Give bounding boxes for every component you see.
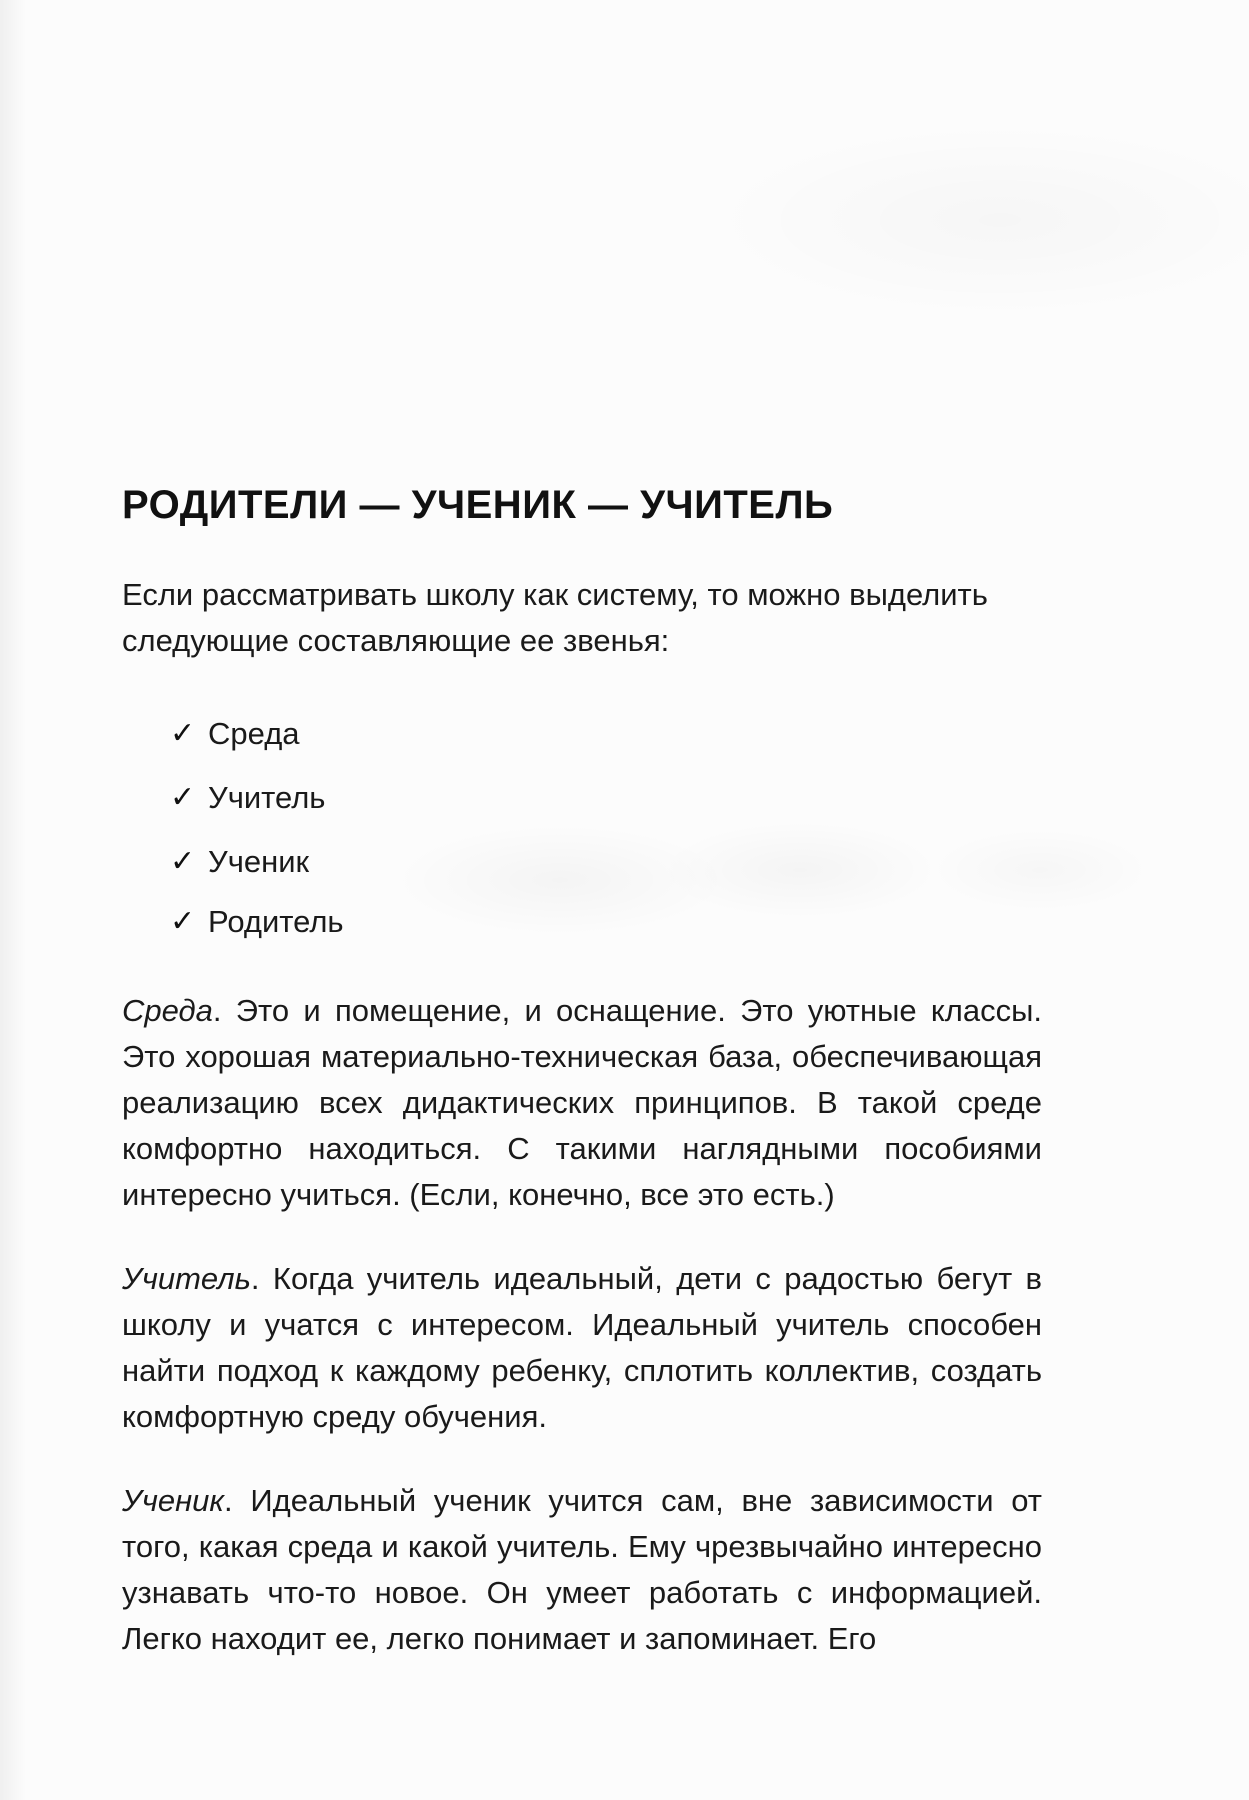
checklist-item-uchitel — [170, 766, 1042, 830]
section-heading: РОДИТЕЛИ — УЧЕНИК — УЧИТЕЛЬ — [122, 483, 834, 527]
check-icon: ✓ — [170, 905, 196, 938]
checklist-item-sreda — [170, 702, 1042, 766]
paragraph-term: Учитель — [122, 1261, 251, 1296]
checklist-item-label: Учитель — [208, 780, 326, 815]
check-icon: ✓ — [170, 845, 196, 878]
checklist-item-label: Ученик — [208, 844, 310, 879]
paragraph-sreda — [122, 988, 1042, 1218]
paragraph-term: Среда — [122, 993, 213, 1028]
paragraph-term: Ученик — [122, 1483, 225, 1518]
checklist-item-label: Среда — [208, 716, 300, 751]
paragraph-text: . Идеальный ученик учится сам, вне зависимости от того, какая среда и какой учитель. Ему чрезвычайно интересно узнавать что-то новое. Он умеет работать с информацией. Легко находит ее, легко понимает и запоминает. Его — [122, 1483, 1042, 1656]
intro-paragraph: Если рассматривать школу как систему, то можно выделить следующие составляющие ее звенья: — [122, 577, 988, 658]
paragraph-uchitel — [122, 1256, 1042, 1440]
paragraph-uchenik — [122, 1478, 1042, 1662]
paragraph-text: . Когда учитель идеальный, дети с радостью бегут в школу и учатся с интересом. Идеальный учитель способен найти подход к каждому ребенку, сплотить коллектив, создать комфортную среду обучения. — [122, 1261, 1042, 1434]
check-icon: ✓ — [170, 717, 196, 750]
checklist — [170, 702, 1042, 950]
checklist-item-uchenik — [170, 830, 1042, 894]
checklist-item-roditel — [170, 894, 1042, 950]
paragraph-text: . Это и помещение, и оснащение. Это уютные классы. Это хорошая материально-техническая база, обеспечивающая реализацию всех дидактических принципов. В такой среде комфортно находиться. С такими наглядными пособиями интересно учиться. (Если, конечно, все это есть.) — [122, 993, 1042, 1212]
page-content — [122, 482, 1042, 1662]
checklist-item-label: Родитель — [208, 904, 344, 939]
check-icon: ✓ — [170, 781, 196, 814]
